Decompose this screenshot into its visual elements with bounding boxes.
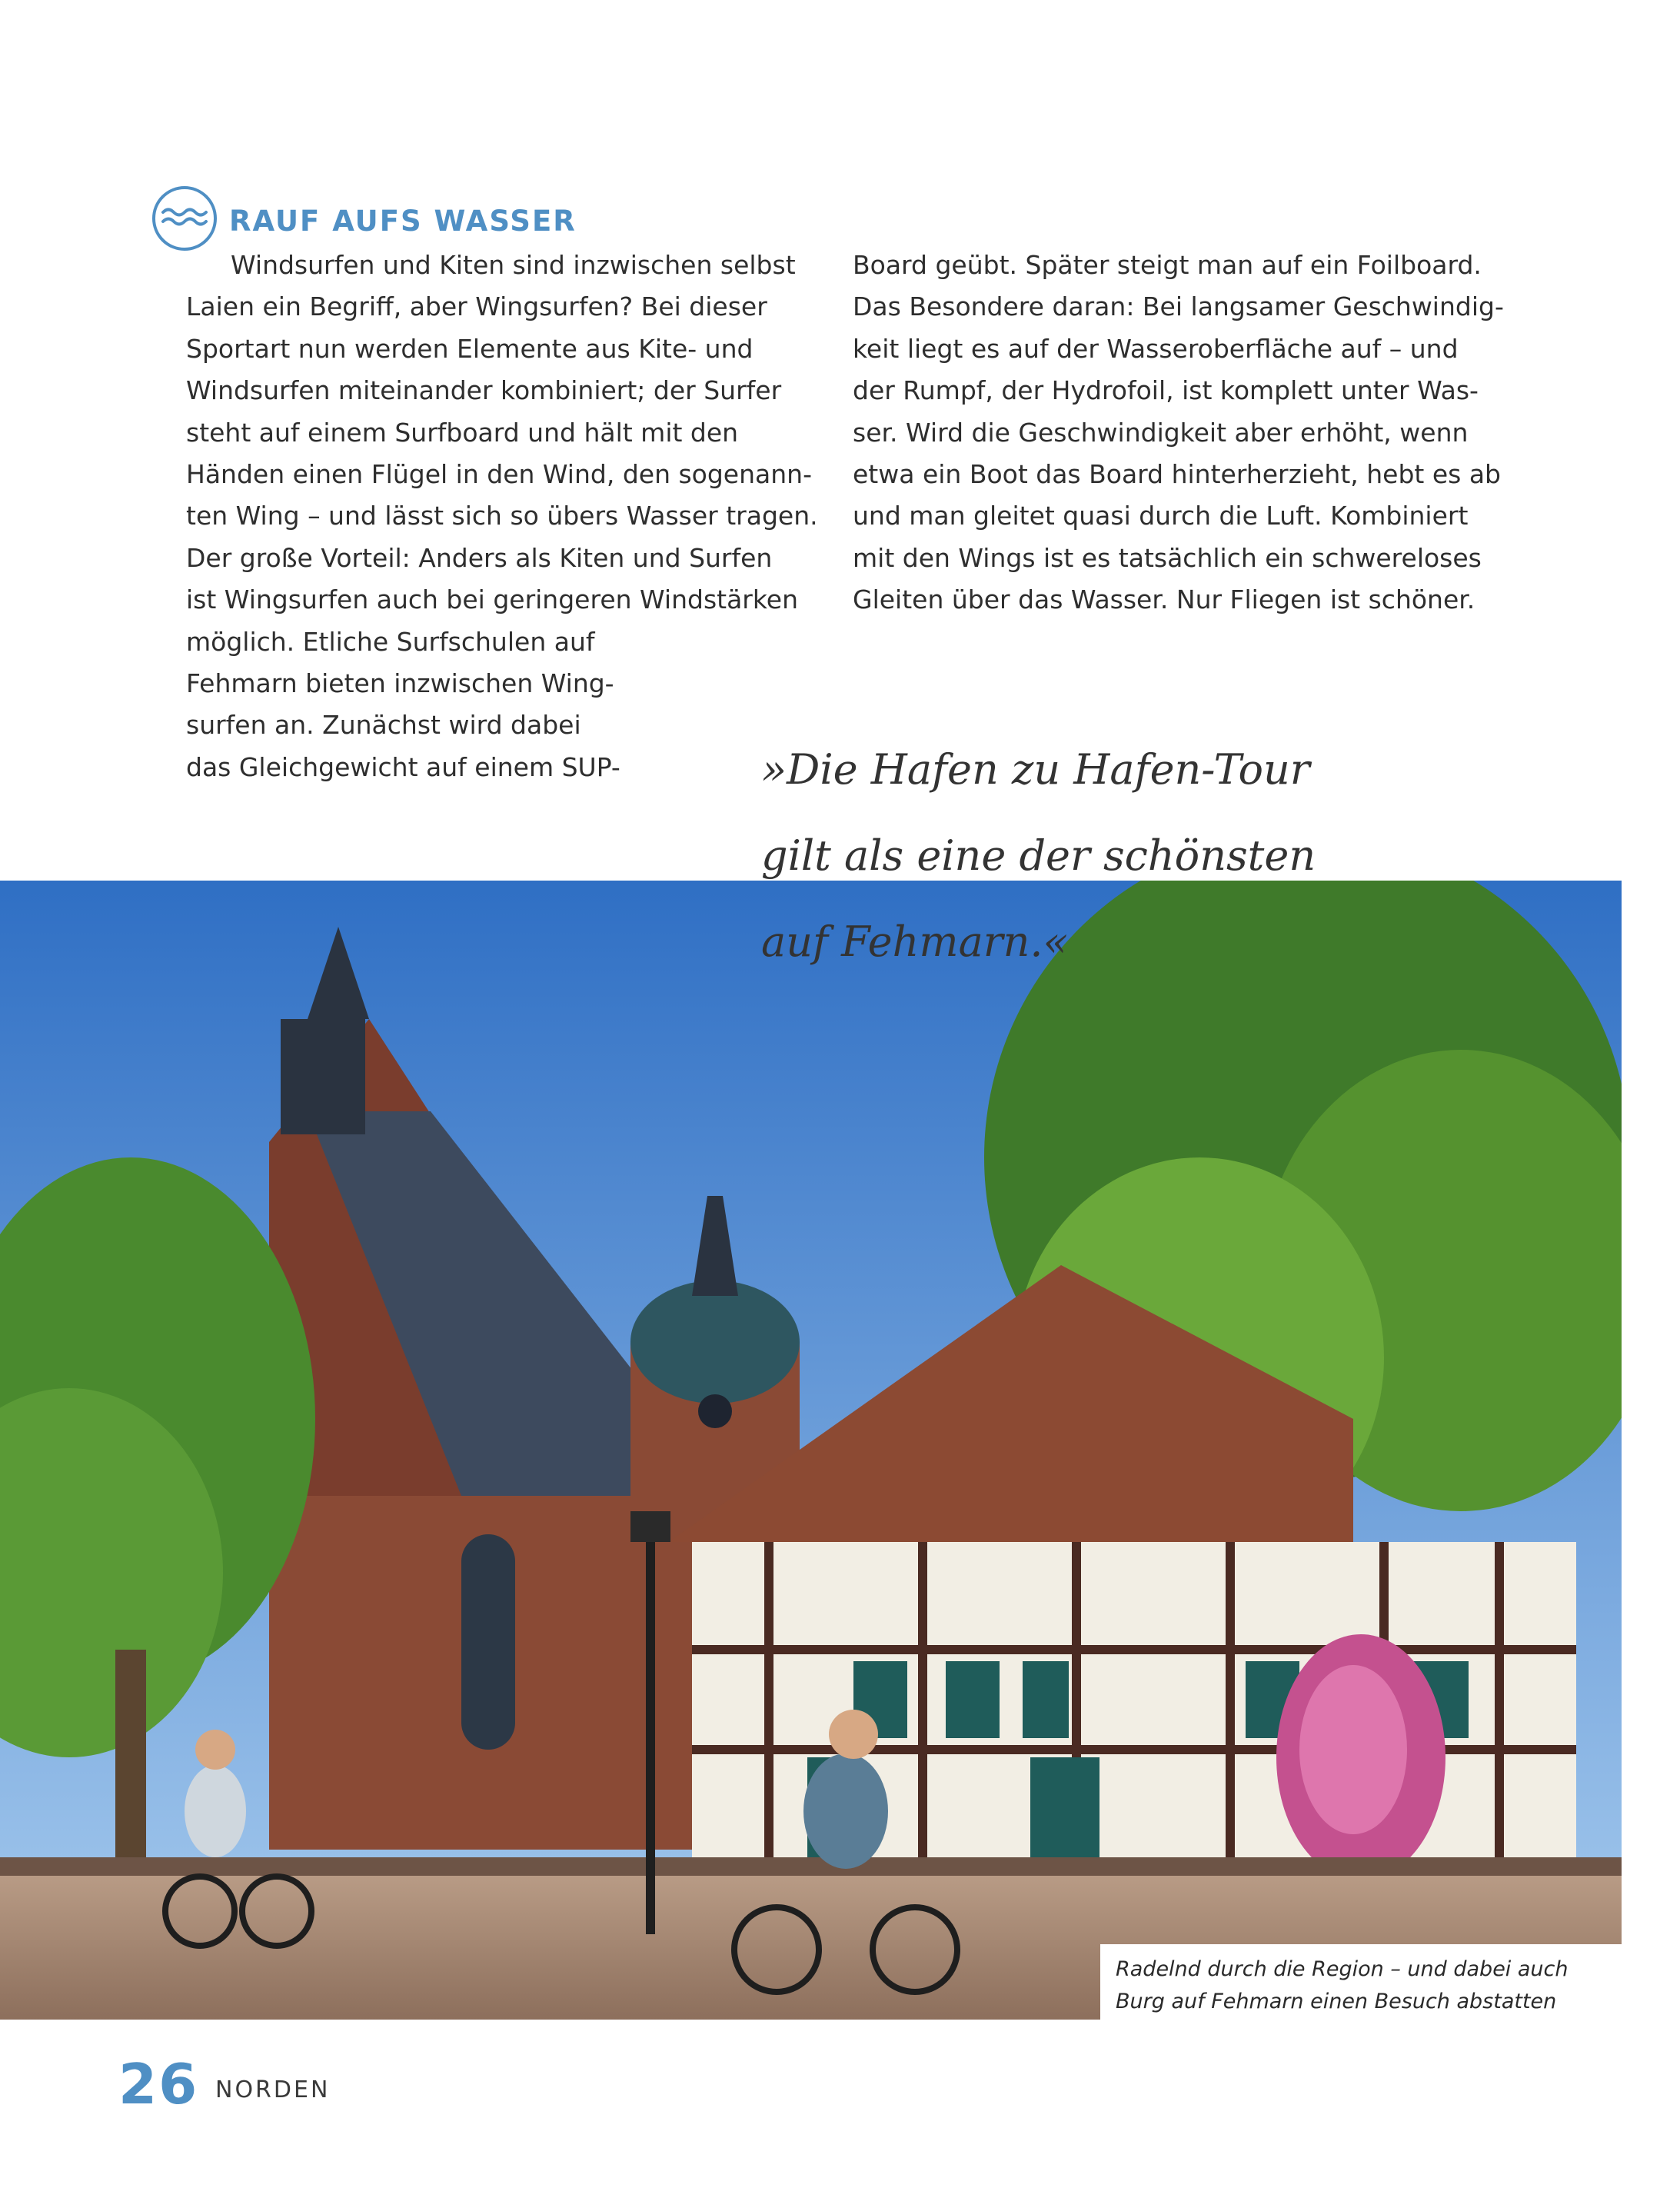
article-line: ist Wingsurfen auch bei geringeren Windstärken — [186, 584, 799, 615]
article-line: Board geübt. Später steigt man auf ein Foilboard. — [853, 250, 1482, 280]
pull-quote-line: »Die Hafen zu Hafen-Tour — [761, 745, 1310, 794]
article-line: steht auf einem Surfboard und hält mit den — [186, 417, 739, 448]
photo-caption-line: Radelnd durch die Region – und dabei auch — [1116, 1957, 1569, 1981]
pull-quote — [761, 727, 1315, 985]
article-line: Der große Vorteil: Anders als Kiten und Surfen — [186, 542, 773, 573]
article-line: etwa ein Boot das Board hinterherzieht, hebt es ab — [853, 459, 1501, 490]
photo-caption — [1116, 1953, 1615, 2018]
article-line: Laien ein Begriff, aber Wingsurfen? Bei dieser — [186, 291, 767, 322]
pull-quote-line: auf Fehmarn.« — [761, 917, 1069, 966]
pull-quote-line: gilt als eine der schönsten — [761, 831, 1316, 880]
article-line: das Gleichgewicht auf einem SUP- — [186, 751, 620, 782]
town-square-photo — [0, 881, 1622, 2020]
waves-icon — [151, 185, 218, 252]
page-section-name: NORDEN — [215, 2076, 331, 2103]
article-line: Das Besondere daran: Bei langsamer Geschwindig- — [853, 291, 1504, 322]
article-line: ten Wing – und lässt sich so übers Wasser tragen. — [186, 501, 818, 531]
article-line: keit liegt es auf der Wasseroberfläche auf – und — [853, 333, 1459, 364]
photo-caption-line: Burg auf Fehmarn einen Besuch abstatten — [1116, 1990, 1557, 2013]
article-line: Händen einen Flügel in den Wind, den sogenann- — [186, 459, 812, 490]
page-number: 26 — [118, 2052, 199, 2116]
section-title: RAUF AUFS WASSER — [229, 205, 577, 238]
article-line: Windsurfen miteinander kombiniert; der Surfer — [186, 375, 782, 406]
article-line: Sportart nun werden Elemente aus Kite- und — [186, 333, 754, 364]
article-line: surfen an. Zunächst wird dabei — [186, 710, 581, 741]
article-line: Windsurfen und Kiten sind inzwischen selbst — [231, 250, 796, 280]
article-left-column — [186, 245, 824, 788]
article-line: Gleiten über das Wasser. Nur Fliegen ist schöner. — [853, 584, 1475, 615]
article-line: der Rumpf, der Hydrofoil, ist komplett unter Was- — [853, 375, 1479, 406]
article-line: Fehmarn bieten inzwischen Wing- — [186, 668, 614, 699]
article-right-column — [853, 245, 1504, 621]
article-line: und man gleitet quasi durch die Luft. Kombiniert — [853, 501, 1469, 531]
article-line: ser. Wird die Geschwindigkeit aber erhöht, wenn — [853, 417, 1469, 448]
article-line: möglich. Etliche Surfschulen auf — [186, 626, 595, 657]
article-line: mit den Wings ist es tatsächlich ein schwereloses — [853, 542, 1482, 573]
